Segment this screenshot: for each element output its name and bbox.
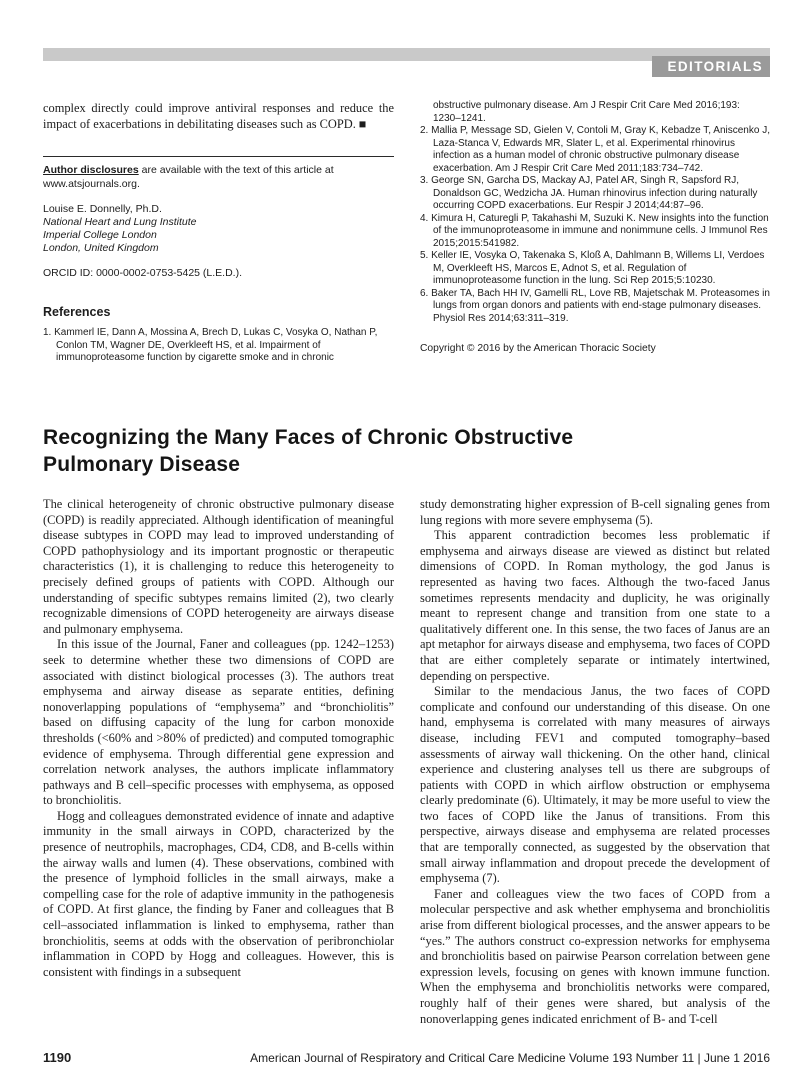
reference-item: 4. Kimura H, Caturegli P, Takahashi M, Suzuki K. New insights into the function of the immunoproteasome in immune and nonimmune cells. J Immunol Res 2015;2015:541982.: [420, 212, 769, 249]
article-paragraph: study demonstrating higher expression of B-cell signaling genes from lung regions with more severe emphysema (5).: [420, 497, 770, 527]
article-paragraph: Faner and colleagues view the two faces of COPD from a molecular perspective and ask whether emphysema and bronchiolitis arise from different biological processes, and the answer appears to be “yes.” The authors construct co-expression networks for emphysema and bronchiolitis based on pairwise Pearson correlation between gene expression levels, focusing on genes with known immune function. When the emphysema and bronchiolitis networks were compared, roughly half of their genes were shared, but analysis of the nonoverlapping genes indicated enrichment of B- and T-cell: [420, 886, 770, 1026]
reference-item: 2. Mallia P, Message SD, Gielen V, Contoli M, Gray K, Kebadze T, Aniscenko J, Laza-Stanca V, Edwards MR, Slater L, et al. Experimental rhinovirus infection as a human model of chronic obstructive pulmonary disease exacerbation. Am J Respir Crit Care Med 2011;183:734–742.: [420, 125, 770, 174]
page-footer: [43, 1050, 770, 1065]
author-name: Louise E. Donnelly, Ph.D.: [43, 203, 162, 215]
orcid-line: ORCID ID: 0000-0002-0753-5425 (L.E.D.).: [43, 267, 243, 279]
reference-item: 5. Keller IE, Vosyka O, Takenaka S, Kloß A, Dahlmann B, Willems LI, Verdoes M, Overkleeft HS, Marcos E, Adnot S, et al. Regulation of immunoproteasome function in the lung. Sci Rep 2015;5:10230.: [420, 250, 765, 286]
reference-continuation: obstructive pulmonary disease. Am J Respir Crit Care Med 2016;193: 1230–1241.: [433, 100, 740, 124]
author-affiliation: National Heart and Lung Institute: [43, 216, 197, 228]
article-paragraph: Hogg and colleagues demonstrated evidence of innate and adaptive immunity in the small airways in COPD, characterized by the presence of neutrophils, macrophages, CD4, CD8, and B-cells within the airway walls and lumen (4). These observations, combined with the presence of lymphoid follicles in the small airways, make a compelling case for the role of adaptive immunity in the pathogenesis of COPD. At first glance, the finding by Faner and colleagues that B cell–associated inflammation is linked to emphysema, rather than bronchiolitis, seems at odds with the observation of peribronchiolar inflammation in COPD by Hogg and colleagues. However, this is consistent with findings in a subsequent: [43, 808, 394, 979]
article-body-left-column: [43, 497, 394, 1027]
reference-item: 6. Baker TA, Bach HH IV, Gamelli RL, Love RB, Majetschak M. Proteasomes in lungs from organ donors and patients with end-stage pulmonary diseases. Physiol Res 2014;63:311–319.: [420, 287, 770, 324]
article-paragraph: The clinical heterogeneity of chronic obstructive pulmonary disease (COPD) is readily appreciated. Although identification of meaningful disease subtypes in COPD may lead to improved understanding of COPD pathophysiology and its important prognostic or therapeutic characteristics (1), it is challenging to reduce this heterogeneity to precisely defined groups of patients with COPD. Although our understanding of specific subtypes remains limited (2), two clearly recognizable dimensions of COPD heterogeneity are airways disease and pulmonary emphysema.: [43, 497, 394, 636]
author-disclosures-text: are available with the text of this article at www.atsjournals.org.: [43, 164, 334, 190]
article-body: [43, 497, 770, 1027]
section-banner: [652, 56, 770, 77]
article-paragraph: In this issue of the Journal, Faner and colleagues (pp. 1242–1253) seek to determine whether these two dimensions of COPD are associated with distinct biological processes (3). The authors treat emphysema and airway disease as separate entities, defining nonoverlapping populations of “emphysema” and “bronchiolitis” based on diffusing capacity of the lung for carbon monoxide thresholds (<60% and >80% of predicted) and computed tomographic evidence of emphysema. Through differential gene expression and correlation network analyses, the authors implicate inflammatory pathways and B cell–specific processes with emphysema, as opposed to bronchiolitis.: [43, 637, 394, 808]
article-title: Recognizing the Many Faces of Chronic Obstructive Pulmonary Disease: [43, 426, 574, 476]
front-matter: [43, 100, 770, 365]
article-paragraph: Similar to the mendacious Janus, the two faces of COPD complicate and confound our understanding of this disease. On one hand, emphysema is correlated with many measures of airways disease, including FEV1 and computed tomography–based assessments of airway wall thickening. On the other hand, clinical experience and clustering analyses tell us there are subgroups of patients with COPD in which airflow obstruction or emphysema clearly predominate (6). Ultimately, it may be more useful to view the two faces of COPD like the Janus of transitions. From this perspective, airways disease and emphysema are related processes that are temporally connected, as suggested by the observation that small airway inflammation and dropout precede the development of emphysema (7).: [420, 684, 770, 886]
article-paragraph: This apparent contradiction becomes less problematic if emphysema and airways disease are viewed as distinct but related dimensions of COPD. In Roman mythology, the god Janus is represented as having two faces. Although the two-faced Janus sometimes represents mendacity and duplicity, he was originally meant to represent change and transition from one state to a qualitatively different one. In this sense, the two faces of Janus are an apt metaphor for airways disease and emphysema, two faces of COPD that are either completely separate or intimately intertwined, depending on perspective.: [420, 528, 770, 683]
references-heading: References: [43, 305, 111, 319]
page-number: 1190: [43, 1050, 72, 1065]
author-affiliation: Imperial College London: [43, 229, 157, 241]
journal-info: American Journal of Respiratory and Critical Care Medicine Volume 193 Number 11 | June 1 2016: [250, 1051, 770, 1065]
article-body-right-column: [420, 497, 770, 1027]
author-disclosures-link[interactable]: Author disclosures: [43, 164, 139, 176]
section-banner-label: EDITORIALS: [667, 59, 763, 74]
reference-item: 1. Kammerl IE, Dann A, Mossina A, Brech D, Lukas C, Vosyka O, Nathan P, Conlon TM, Wagner DE, Overkleeft HS, et al. Impairment of immunoproteasome function by cigarette smoke and in chronic: [43, 327, 378, 363]
copyright-line: Copyright © 2016 by the American Thoracic Society: [420, 343, 656, 354]
reference-item: 3. George SN, Garcha DS, Mackay AJ, Patel AR, Singh R, Sapsford RJ, Donaldson GC, Wedzicha JA. Human rhinovirus infection during naturally occurring COPD exacerbations. Eur Respir J 2014;44:87–96.: [420, 175, 758, 211]
author-block: [43, 203, 394, 255]
front-matter-right-column: [420, 100, 770, 365]
front-matter-left-column: [43, 100, 394, 365]
closing-paragraph: complex directly could improve antiviral responses and reduce the impact of exacerbations in debilitating diseases such as COPD. ■: [43, 101, 394, 131]
author-disclosures: [43, 156, 394, 191]
author-affiliation: London, United Kingdom: [43, 242, 159, 254]
